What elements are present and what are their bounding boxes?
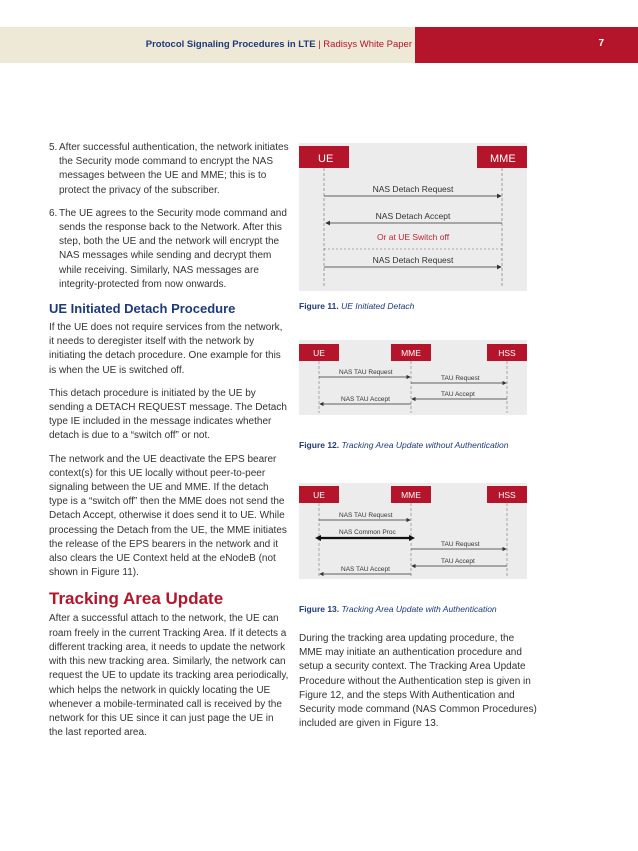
figure-11-msg-2: NAS Detach Accept (375, 211, 451, 221)
paragraph-tau-procedure: During the tracking area updating procedure, the MME may initiate an authentication procedure and setup a security context. The Tracking Area Update Procedure without the Authentication step is given in Figure 12, and the steps With Authentication and Security mode command (NAS Common Procedures) included are given in Figure 13. (299, 633, 537, 730)
figure-12-msg-1: NAS TAU Request (339, 369, 393, 376)
figure-11-diagram (299, 143, 527, 291)
heading-tracking-area-update: Tracking Area Update (49, 589, 224, 609)
left-column (49, 141, 289, 749)
running-title-separator: | (318, 39, 321, 50)
page-header (0, 27, 638, 63)
figure-13-msg-2: NAS Common Proc (339, 529, 396, 536)
figure-12-caption-number: Figure 12. (299, 440, 340, 450)
figure-12-msg-4: NAS TAU Accept (341, 396, 390, 403)
figure-12-msg-2: TAU Request (441, 375, 480, 382)
figure-11-caption-text: UE Initiated Detach (341, 301, 415, 311)
figure-12-diagram (299, 340, 527, 415)
figure-11-ue-label: UE (318, 153, 334, 165)
header-band-red (415, 27, 638, 63)
figure-13-ue-label: UE (313, 490, 325, 500)
step-5 (49, 141, 289, 198)
figure-13-msg-1: NAS TAU Request (339, 512, 393, 519)
paragraph-detach-1: If the UE does not require services from the network, it needs to deregister itself with the network by initiating the detach procedure. One example for this is when the UE is switched off. (49, 322, 283, 376)
figure-13-msg-4: TAU Accept (441, 558, 475, 565)
figure-11-caption-number: Figure 11. (299, 301, 339, 311)
figure-12-caption (299, 440, 508, 450)
step-6 (49, 207, 289, 292)
figure-13-msg-3: TAU Request (441, 541, 480, 548)
figure-13-caption-text: Tracking Area Update with Authentication (341, 604, 497, 614)
step-6-text: The UE agrees to the Security mode command and sends the response back to the Network. After this step, both the UE and the network will encrypt the NAS messages while sending and decrypt them while receiving. Similarly, NAS messages are integrity-protected from now onwards. (59, 207, 287, 290)
step-6-number: 6. (49, 207, 58, 219)
figure-12-caption-text: Tracking Area Update without Authentication (341, 440, 509, 450)
figure-12-ue-label: UE (313, 348, 325, 358)
running-title (146, 39, 412, 50)
figure-11-caption (299, 301, 414, 311)
figure-12-mme-label: MME (401, 348, 421, 358)
figure-12-msg-3: TAU Accept (441, 391, 475, 398)
figure-13-caption (299, 604, 497, 614)
figure-13-caption-number: Figure 13. (299, 604, 340, 614)
paragraph-detach-3: The network and the UE deactivate the EPS bearer context(s) for this UE locally without peer-to-peer signaling between the UE and MME. If the detach type is a “switch off” then the MME does not send the Detach Accept, otherwise it does send it to UE. While processing the Detach from the UE, the MME initiates the release of the EPS bearers in the network and it also clears the UE Context held at the eNodeB (not shown in Figure 11). (49, 453, 287, 579)
step-5-text: After successful authentication, the network initiates the Security mode command to encrypt the NAS messages between the UE and MME; this is to protect the privacy of the subscriber. (59, 142, 289, 196)
figure-13-hss-label: HSS (498, 490, 516, 500)
figure-12-hss-label: HSS (498, 348, 516, 358)
figure-13-mme-label: MME (401, 490, 421, 500)
figure-11-msg-3: Or at UE Switch off (376, 232, 450, 242)
figure-13-msg-5: NAS TAU Accept (341, 566, 390, 573)
paragraph-detach-2: This detach procedure is initiated by the UE by sending a DETACH REQUEST message. The Detach type IE included in the message indicates whether detach is due to a “switch off” or not. (49, 387, 287, 442)
step-5-number: 5. (49, 142, 58, 153)
running-title-sub: Radisys White Paper (323, 39, 412, 50)
paragraph-tau: After a successful attach to the network, the UE can roam freely in the current Tracking Area. If it detects a different tracking area, it needs to update the network with this new tracking area. Similarly, the network can request the UE to update its tracking area periodically, which helps the network in quickly locating the UE whenever a mobile-terminated call is received by the network for this UE since it can just page the UE in the last reported area. (49, 613, 289, 739)
running-title-main: Protocol Signaling Procedures in LTE (145, 39, 316, 50)
figure-13-diagram (299, 483, 527, 579)
heading-ue-detach: UE Initiated Detach Procedure (49, 301, 236, 317)
page-number: 7 (598, 38, 604, 49)
figure-11-msg-1: NAS Detach Request (372, 184, 454, 194)
figure-11-mme-label: MME (490, 153, 516, 165)
figure-11-msg-4: NAS Detach Request (372, 255, 454, 265)
right-column-text (299, 632, 539, 731)
